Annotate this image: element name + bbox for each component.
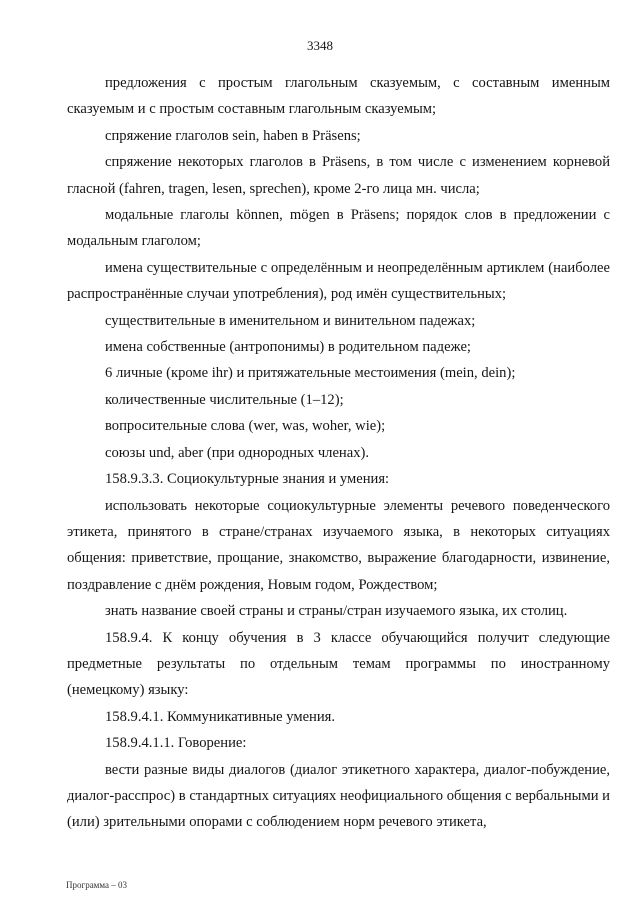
section-heading: 158.9.4.1. Коммуникативные умения. xyxy=(105,708,336,725)
paragraph: использовать некоторые социокультурные элементы речевого поведенческого этикета, принятого в стране/странах изучаемого языка, в некоторых ситуациях общения: приветствие, прощание, знакомство, выражение благодарности, извинение, поздравление с днём рождения, Новым годом, Рождеством; xyxy=(67,497,610,593)
section-heading: 158.9.3.3. Социокультурные знания и умения: xyxy=(105,471,390,488)
paragraph: союзы und, aber (при однородных членах). xyxy=(105,444,370,461)
paragraph: знать название своей страны и страны/стран изучаемого языка, их столиц. xyxy=(105,603,568,620)
section-heading: 158.9.4.1.1. Говорение: xyxy=(105,735,247,752)
paragraph: модальные глаголы können, mögen в Präsens; порядок слов в предложении с модальным глаголом; xyxy=(67,207,610,250)
paragraph: спряжение некоторых глаголов в Präsens, в том числе с изменением корневой гласной (fahren, tragen, lesen, sprechen), кроме 2-го лица мн. числа; xyxy=(67,154,610,197)
paragraph: вести разные виды диалогов (диалог этикетного характера, диалог-побуждение, диалог-расспрос) в стандартных ситуациях неофициального общения с вербальными и (или) зрительными опорами с соблюдением норм речевого этикета, xyxy=(67,761,610,831)
paragraph: 158.9.4. К концу обучения в 3 классе обучающийся получит следующие предметные результаты по отдельным темам программы по иностранному (немецкому) языку: xyxy=(67,629,610,699)
page-number: 3348 xyxy=(307,38,333,53)
paragraph: 6 личные (кроме ihr) и притяжательные местоимения (mein, dein); xyxy=(105,365,516,382)
paragraph: имена собственные (антропонимы) в родительном падеже; xyxy=(105,339,471,356)
paragraph: имена существительные с определённым и неопределённым артиклем (наиболее распространённые случаи употребления), род имён существительных; xyxy=(67,259,610,303)
document-body xyxy=(67,70,610,836)
paragraph: количественные числительные (1–12); xyxy=(105,391,344,408)
paragraph: вопросительные слова (wer, was, woher, wie); xyxy=(105,418,386,435)
paragraph: существительные в именительном и винительном падежах; xyxy=(105,312,476,329)
paragraph: предложения с простым глагольным сказуемым, с составным именным сказуемым и с простым составным глагольным сказуемым; xyxy=(67,75,610,118)
footer-label: Программа – 03 xyxy=(66,880,128,890)
paragraph: спряжение глаголов sein, haben в Präsens; xyxy=(105,127,361,144)
